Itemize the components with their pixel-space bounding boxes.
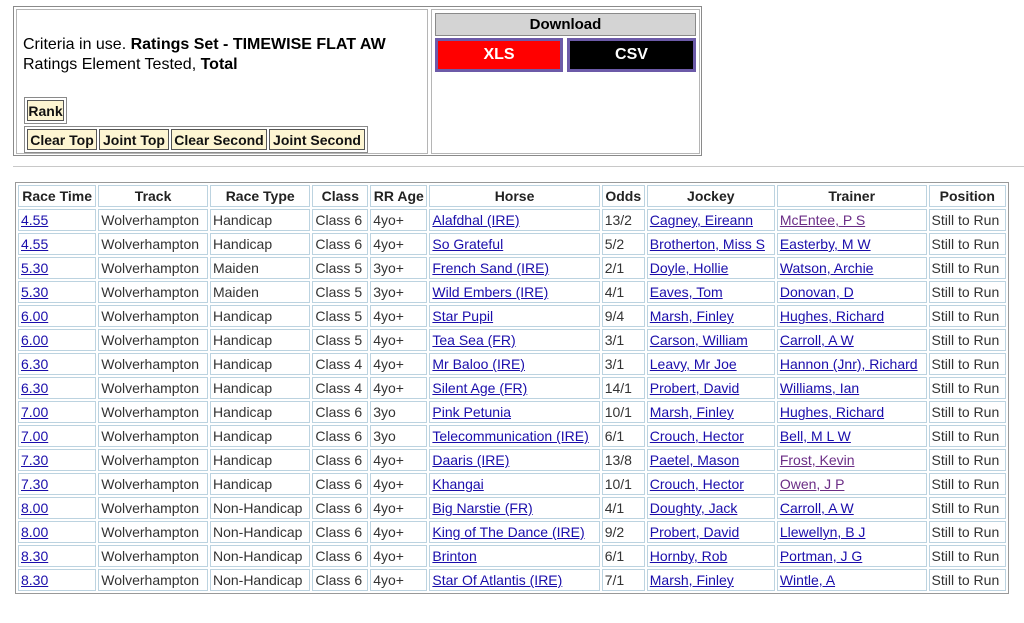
class-cell: Class 6 <box>312 473 368 495</box>
race-type-cell: Handicap <box>210 449 310 471</box>
jockey-link[interactable]: Marsh, Finley <box>649 308 734 324</box>
table-row <box>18 545 1006 567</box>
class-cell: Class 5 <box>312 257 368 279</box>
position-cell: Still to Run <box>929 233 1006 255</box>
jockey-link[interactable]: Hornby, Rob <box>649 548 728 564</box>
jockey-cell <box>647 425 775 447</box>
race-type-cell: Non-Handicap <box>210 521 310 543</box>
trainer-cell <box>777 329 927 351</box>
track-cell: Wolverhampton <box>98 473 208 495</box>
position-cell: Still to Run <box>929 449 1006 471</box>
race-time-cell <box>18 545 96 567</box>
table-row <box>18 401 1006 423</box>
odds-cell: 9/2 <box>602 521 645 543</box>
jockey-link[interactable]: Leavy, Mr Joe <box>649 356 737 372</box>
position-cell: Still to Run <box>929 257 1006 279</box>
race-time-link[interactable]: 8.30 <box>21 548 49 564</box>
rr-age-cell: 4yo+ <box>370 353 427 375</box>
odds-cell: 9/4 <box>602 305 645 327</box>
rr-age-cell: 4yo+ <box>370 233 427 255</box>
race-type-cell: Handicap <box>210 353 310 375</box>
table-row <box>18 473 1006 495</box>
xls-download-button[interactable]: XLS <box>435 38 563 72</box>
class-cell: Class 4 <box>312 353 368 375</box>
table-row <box>18 377 1006 399</box>
clear-second-button[interactable]: Clear Second <box>171 129 267 150</box>
rank-button[interactable]: Rank <box>27 100 64 121</box>
horse-link[interactable]: So Grateful <box>432 236 504 252</box>
criteria-label: Criteria in use. <box>23 36 131 53</box>
trainer-link[interactable]: Owen, J P <box>779 476 845 492</box>
table-row <box>18 233 1006 255</box>
jockey-cell <box>647 377 775 399</box>
ratings-element-value: Total <box>200 56 238 73</box>
horse-cell <box>429 281 599 303</box>
horse-cell <box>429 353 599 375</box>
race-time-cell <box>18 353 96 375</box>
trainer-cell <box>777 449 927 471</box>
horse-link[interactable]: French Sand (IRE) <box>432 260 550 276</box>
jockey-link[interactable]: Marsh, Finley <box>649 572 734 588</box>
rr-age-cell: 4yo+ <box>370 473 427 495</box>
odds-cell: 6/1 <box>602 545 645 567</box>
jockey-link[interactable]: Doughty, Jack <box>649 500 738 516</box>
column-header-rr-age: RR Age <box>370 185 427 207</box>
trainer-cell <box>777 425 927 447</box>
horse-cell <box>429 545 599 567</box>
position-cell: Still to Run <box>929 473 1006 495</box>
horse-cell <box>429 569 599 591</box>
rr-age-cell: 3yo+ <box>370 257 427 279</box>
class-cell: Class 6 <box>312 569 368 591</box>
race-type-cell: Maiden <box>210 281 310 303</box>
jockey-cell <box>647 257 775 279</box>
table-row <box>18 257 1006 279</box>
trainer-cell <box>777 521 927 543</box>
trainer-link[interactable]: Carroll, A W <box>779 332 854 348</box>
trainer-cell <box>777 401 927 423</box>
criteria-cell <box>16 9 428 154</box>
rr-age-cell: 4yo+ <box>370 497 427 519</box>
jockey-cell <box>647 233 775 255</box>
odds-cell: 5/2 <box>602 233 645 255</box>
horse-cell <box>429 257 599 279</box>
race-time-link[interactable]: 7.00 <box>21 428 49 444</box>
race-type-cell: Non-Handicap <box>210 569 310 591</box>
horse-cell <box>429 209 599 231</box>
horse-cell <box>429 329 599 351</box>
table-row <box>18 209 1006 231</box>
criteria-panel <box>13 6 702 156</box>
class-cell: Class 6 <box>312 449 368 471</box>
race-type-cell: Handicap <box>210 329 310 351</box>
position-cell: Still to Run <box>929 401 1006 423</box>
odds-cell: 4/1 <box>602 497 645 519</box>
jockey-cell <box>647 305 775 327</box>
trainer-cell <box>777 257 927 279</box>
class-cell: Class 5 <box>312 305 368 327</box>
trainer-cell <box>777 281 927 303</box>
race-type-cell: Handicap <box>210 473 310 495</box>
race-time-cell <box>18 473 96 495</box>
trainer-link[interactable]: Hannon (Jnr), Richard <box>779 356 918 372</box>
race-time-cell <box>18 305 96 327</box>
column-header-race-type: Race Type <box>210 185 310 207</box>
race-time-cell <box>18 521 96 543</box>
rr-age-cell: 4yo+ <box>370 521 427 543</box>
table-row <box>18 353 1006 375</box>
position-cell: Still to Run <box>929 209 1006 231</box>
jockey-cell <box>647 569 775 591</box>
rr-age-cell: 4yo+ <box>370 209 427 231</box>
race-time-cell <box>18 257 96 279</box>
odds-cell: 10/1 <box>602 401 645 423</box>
divider <box>13 166 1024 167</box>
horse-link[interactable]: Star Pupil <box>432 308 494 324</box>
horse-cell <box>429 377 599 399</box>
horse-cell <box>429 305 599 327</box>
horse-cell <box>429 425 599 447</box>
trainer-link[interactable]: Portman, J G <box>779 548 863 564</box>
trainer-cell <box>777 233 927 255</box>
horse-cell <box>429 233 599 255</box>
horse-cell <box>429 473 599 495</box>
joint-top-button[interactable]: Joint Top <box>99 129 169 150</box>
position-cell: Still to Run <box>929 353 1006 375</box>
jockey-cell <box>647 497 775 519</box>
race-time-link[interactable]: 5.30 <box>21 260 49 276</box>
rr-age-cell: 4yo+ <box>370 449 427 471</box>
race-time-cell <box>18 401 96 423</box>
trainer-link[interactable]: Hughes, Richard <box>779 404 885 420</box>
race-time-link[interactable]: 6.00 <box>21 308 49 324</box>
table-row <box>18 425 1006 447</box>
horse-cell <box>429 497 599 519</box>
horse-cell <box>429 401 599 423</box>
track-cell: Wolverhampton <box>98 497 208 519</box>
position-cell: Still to Run <box>929 545 1006 567</box>
odds-cell: 10/1 <box>602 473 645 495</box>
odds-cell: 14/1 <box>602 377 645 399</box>
rr-age-cell: 4yo+ <box>370 569 427 591</box>
odds-cell: 7/1 <box>602 569 645 591</box>
jockey-link[interactable]: Carson, William <box>649 332 748 348</box>
table-header-row <box>18 185 1006 207</box>
race-type-cell: Non-Handicap <box>210 545 310 567</box>
race-time-link[interactable]: 8.00 <box>21 524 49 540</box>
track-cell: Wolverhampton <box>98 545 208 567</box>
odds-cell: 3/1 <box>602 329 645 351</box>
column-header-position: Position <box>929 185 1006 207</box>
ratings-element-label: Ratings Element Tested, <box>23 56 201 73</box>
position-cell: Still to Run <box>929 281 1006 303</box>
criteria-ratings-set <box>23 36 386 54</box>
position-cell: Still to Run <box>929 521 1006 543</box>
track-cell: Wolverhampton <box>98 209 208 231</box>
race-type-cell: Handicap <box>210 401 310 423</box>
column-header-race-time: Race Time <box>18 185 96 207</box>
jockey-link[interactable]: Brotherton, Miss S <box>649 236 765 252</box>
race-time-cell <box>18 497 96 519</box>
track-cell: Wolverhampton <box>98 377 208 399</box>
track-cell: Wolverhampton <box>98 329 208 351</box>
track-cell: Wolverhampton <box>98 233 208 255</box>
trainer-cell <box>777 353 927 375</box>
trainer-cell <box>777 497 927 519</box>
class-cell: Class 6 <box>312 497 368 519</box>
table-row <box>18 497 1006 519</box>
table-row <box>18 329 1006 351</box>
race-time-cell <box>18 569 96 591</box>
race-type-cell: Handicap <box>210 305 310 327</box>
race-time-link[interactable]: 6.30 <box>21 380 49 396</box>
trainer-link[interactable]: Carroll, A W <box>779 500 854 516</box>
class-cell: Class 5 <box>312 281 368 303</box>
jockey-link[interactable]: Marsh, Finley <box>649 404 734 420</box>
horse-link[interactable]: Brinton <box>432 548 477 564</box>
column-header-class: Class <box>312 185 368 207</box>
table-row <box>18 449 1006 471</box>
jockey-cell <box>647 473 775 495</box>
jockey-cell <box>647 329 775 351</box>
rr-age-cell: 4yo+ <box>370 377 427 399</box>
track-cell: Wolverhampton <box>98 425 208 447</box>
track-cell: Wolverhampton <box>98 569 208 591</box>
jockey-cell <box>647 281 775 303</box>
table-row <box>18 569 1006 591</box>
rr-age-cell: 4yo+ <box>370 329 427 351</box>
download-cell <box>431 9 700 154</box>
horse-cell <box>429 449 599 471</box>
odds-cell: 13/8 <box>602 449 645 471</box>
trainer-cell <box>777 473 927 495</box>
csv-download-button[interactable]: CSV <box>567 38 696 72</box>
rr-age-cell: 3yo+ <box>370 281 427 303</box>
position-cell: Still to Run <box>929 569 1006 591</box>
class-cell: Class 6 <box>312 545 368 567</box>
table-row <box>18 281 1006 303</box>
race-type-cell: Handicap <box>210 425 310 447</box>
jockey-link[interactable]: Probert, David <box>649 524 740 540</box>
track-cell: Wolverhampton <box>98 305 208 327</box>
rr-age-cell: 3yo <box>370 425 427 447</box>
column-header-jockey: Jockey <box>647 185 775 207</box>
trainer-link[interactable]: Easterby, M W <box>779 236 871 252</box>
trainer-link[interactable]: Williams, Ian <box>779 380 860 396</box>
race-type-cell: Non-Handicap <box>210 497 310 519</box>
horse-link[interactable]: Wild Embers (IRE) <box>432 284 549 300</box>
trainer-cell <box>777 569 927 591</box>
race-time-link[interactable]: 7.30 <box>21 452 49 468</box>
ratings-set-value: Ratings Set - TIMEWISE FLAT AW <box>130 36 386 53</box>
position-cell: Still to Run <box>929 497 1006 519</box>
trainer-link[interactable]: Llewellyn, B J <box>779 524 866 540</box>
jockey-link[interactable]: Doyle, Hollie <box>649 260 729 276</box>
class-cell: Class 4 <box>312 377 368 399</box>
race-time-link[interactable]: 8.00 <box>21 500 49 516</box>
track-cell: Wolverhampton <box>98 281 208 303</box>
race-time-cell <box>18 449 96 471</box>
race-time-cell <box>18 281 96 303</box>
track-cell: Wolverhampton <box>98 449 208 471</box>
horse-link[interactable]: Daaris (IRE) <box>432 452 510 468</box>
rr-age-cell: 3yo <box>370 401 427 423</box>
trainer-link[interactable]: Frost, Kevin <box>779 452 855 468</box>
class-cell: Class 6 <box>312 233 368 255</box>
class-cell: Class 6 <box>312 425 368 447</box>
trainer-link[interactable]: Bell, M L W <box>779 428 851 444</box>
track-cell: Wolverhampton <box>98 521 208 543</box>
trainer-link[interactable]: Wintle, A <box>779 572 836 588</box>
results-table <box>15 182 1009 594</box>
class-cell: Class 5 <box>312 329 368 351</box>
rr-age-cell: 4yo+ <box>370 305 427 327</box>
jockey-link[interactable]: Cagney, Eireann <box>649 212 754 228</box>
race-time-link[interactable]: 8.30 <box>21 572 49 588</box>
odds-cell: 3/1 <box>602 353 645 375</box>
table-row <box>18 521 1006 543</box>
jockey-link[interactable]: Crouch, Hector <box>649 476 744 492</box>
race-time-cell <box>18 233 96 255</box>
position-cell: Still to Run <box>929 305 1006 327</box>
race-time-cell <box>18 425 96 447</box>
trainer-cell <box>777 545 927 567</box>
rr-age-cell: 4yo+ <box>370 545 427 567</box>
rank-box <box>24 97 67 124</box>
jockey-link[interactable]: Probert, David <box>649 380 740 396</box>
trainer-cell <box>777 209 927 231</box>
jockey-link[interactable]: Paetel, Mason <box>649 452 740 468</box>
jockey-cell <box>647 401 775 423</box>
race-time-link[interactable]: 6.00 <box>21 332 49 348</box>
class-cell: Class 6 <box>312 401 368 423</box>
trainer-cell <box>777 377 927 399</box>
odds-cell: 4/1 <box>602 281 645 303</box>
horse-cell <box>429 521 599 543</box>
position-cell: Still to Run <box>929 377 1006 399</box>
horse-link[interactable]: Silent Age (FR) <box>432 380 528 396</box>
track-cell: Wolverhampton <box>98 401 208 423</box>
jockey-cell <box>647 209 775 231</box>
table-row <box>18 305 1006 327</box>
horse-link[interactable]: Alafdhal (IRE) <box>432 212 520 228</box>
odds-cell: 13/2 <box>602 209 645 231</box>
horse-link[interactable]: Star Of Atlantis (IRE) <box>432 572 563 588</box>
odds-cell: 2/1 <box>602 257 645 279</box>
race-time-cell <box>18 329 96 351</box>
criteria-ratings-element <box>23 56 238 74</box>
horse-link[interactable]: Pink Petunia <box>432 404 511 420</box>
race-time-link[interactable]: 7.30 <box>21 476 49 492</box>
position-cell: Still to Run <box>929 329 1006 351</box>
horse-link[interactable]: Mr Baloo (IRE) <box>432 356 525 372</box>
race-time-link[interactable]: 5.30 <box>21 284 49 300</box>
position-cell: Still to Run <box>929 425 1006 447</box>
download-header: Download <box>435 13 696 36</box>
column-header-trainer: Trainer <box>777 185 927 207</box>
race-type-cell: Handicap <box>210 233 310 255</box>
horse-link[interactable]: King of The Dance (IRE) <box>432 524 585 540</box>
trainer-link[interactable]: McEntee, P S <box>779 212 866 228</box>
column-header-horse: Horse <box>429 185 599 207</box>
trainer-link[interactable]: Watson, Archie <box>779 260 874 276</box>
horse-link[interactable]: Big Narstie (FR) <box>432 500 533 516</box>
jockey-cell <box>647 545 775 567</box>
race-type-cell: Handicap <box>210 377 310 399</box>
jockey-cell <box>647 521 775 543</box>
jockey-cell <box>647 353 775 375</box>
race-time-link[interactable]: 7.00 <box>21 404 49 420</box>
jockey-link[interactable]: Crouch, Hector <box>649 428 744 444</box>
class-cell: Class 6 <box>312 521 368 543</box>
table-body <box>18 209 1006 591</box>
filter-buttons <box>24 126 368 153</box>
track-cell: Wolverhampton <box>98 257 208 279</box>
race-type-cell: Maiden <box>210 257 310 279</box>
trainer-link[interactable]: Donovan, D <box>779 284 854 300</box>
race-time-link[interactable]: 4.55 <box>21 236 49 252</box>
race-time-link[interactable]: 4.55 <box>21 212 49 228</box>
race-time-link[interactable]: 6.30 <box>21 356 49 372</box>
jockey-link[interactable]: Eaves, Tom <box>649 284 723 300</box>
clear-top-button[interactable]: Clear Top <box>27 129 97 150</box>
race-type-cell: Handicap <box>210 209 310 231</box>
trainer-link[interactable]: Hughes, Richard <box>779 308 885 324</box>
horse-link[interactable]: Khangai <box>432 476 484 492</box>
class-cell: Class 6 <box>312 209 368 231</box>
column-header-track: Track <box>98 185 208 207</box>
horse-link[interactable]: Tea Sea (FR) <box>432 332 516 348</box>
joint-second-button[interactable]: Joint Second <box>269 129 365 150</box>
race-time-cell <box>18 377 96 399</box>
jockey-cell <box>647 449 775 471</box>
trainer-cell <box>777 305 927 327</box>
horse-link[interactable]: Telecommunication (IRE) <box>432 428 589 444</box>
odds-cell: 6/1 <box>602 425 645 447</box>
track-cell: Wolverhampton <box>98 353 208 375</box>
race-time-cell <box>18 209 96 231</box>
column-header-odds: Odds <box>602 185 645 207</box>
